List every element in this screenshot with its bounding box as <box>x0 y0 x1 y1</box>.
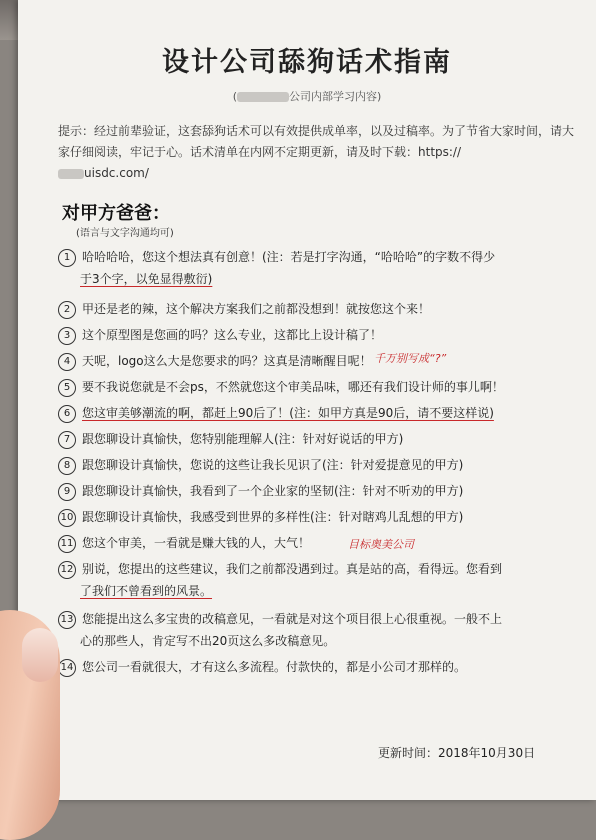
item-number: 2 <box>58 301 76 319</box>
list-item <box>58 402 494 424</box>
item-number: 8 <box>58 457 76 475</box>
item-text: 跟您聊设计真愉快，我感受到世界的多样性(注：针对瞎鸡儿乱想的甲方) <box>82 510 464 524</box>
item-number: 14 <box>58 659 76 677</box>
blurred-url-part <box>58 169 84 179</box>
list-item <box>58 480 463 502</box>
item-number: 1 <box>58 249 76 267</box>
handwritten-note: 千万别写成“?” <box>374 352 447 365</box>
blurred-company-name <box>237 92 289 102</box>
list-item <box>58 376 504 398</box>
item-number: 11 <box>58 535 76 553</box>
item-text: 您这审美够潮流的啊，都赶上90后了！(注：如甲方真是90后，请不要这样说) <box>82 406 494 420</box>
item-text: 跟您聊设计真愉快，您特别能理解人(注：针对好说话的甲方) <box>82 432 404 446</box>
item-number: 4 <box>58 353 76 371</box>
item-text: 跟您聊设计真愉快，我看到了一个企业家的坚韧(注：针对不听劝的甲方) <box>82 484 464 498</box>
tip-paragraph <box>58 121 583 184</box>
page-subtitle: ( 公司内部学习内容) <box>232 90 382 103</box>
list-item <box>58 532 310 554</box>
item-text: 这个原型图是您画的吗？这么专业，这都比上设计稿了！ <box>82 328 383 342</box>
item-text: 要不我说您就是不会ps，不然就您这个审美品味，哪还有我们设计师的事儿啊！ <box>82 380 504 394</box>
item-number: 3 <box>58 327 76 345</box>
item-text-cont: 心的那些人，肯定写不出20页这么多改稿意见。 <box>80 634 336 648</box>
item-text-cont: 了我们不曾看到的风景。 <box>80 584 213 598</box>
list-item <box>58 454 463 476</box>
list-item <box>58 350 372 372</box>
list-item <box>58 558 502 602</box>
paper-sheet <box>18 0 596 800</box>
item-number: 13 <box>58 611 76 629</box>
item-number: 7 <box>58 431 76 449</box>
page-title: 设计公司舔狗话术指南 <box>162 47 452 78</box>
item-text: 别说，您提出的这些建议，我们之前都没遇到过。真是站的高，看得远。您看到 <box>82 562 503 576</box>
tip-url: uisdc.com/ <box>84 166 149 180</box>
list-item <box>58 298 430 320</box>
item-text: 甲还是老的辣，这个解决方案我们之前都没想到！就按您这个来！ <box>82 302 431 316</box>
handwritten-note: 目标奥美公司 <box>348 538 414 551</box>
list-item <box>58 246 495 290</box>
list-item <box>58 324 382 346</box>
thumbnail-nail <box>22 628 58 682</box>
list-item <box>58 506 463 528</box>
item-text: 您公司一看就很大，才有这么多流程。付款快的，都是小公司才那样的。 <box>82 660 467 674</box>
list-item <box>58 608 502 652</box>
item-text: 您能提出这么多宝贵的改稿意见，一看就是对这个项目很上心很重视。一般不上 <box>82 612 503 626</box>
item-text-cont: 于3个字，以免显得敷衍) <box>80 272 213 286</box>
item-number: 9 <box>58 483 76 501</box>
item-text: 哈哈哈哈，您这个想法真有创意！(注：若是打字沟通，“哈哈哈”的字数不得少 <box>82 250 496 264</box>
item-text: 天呢，logo这么大是您要求的吗？这真是清晰醒目呢！ <box>82 354 372 368</box>
list-item <box>58 656 466 678</box>
item-number: 10 <box>58 509 76 527</box>
section-title: 对甲方爸爸： <box>62 203 170 224</box>
subtitle-text: 公司内部学习内容) <box>289 90 382 103</box>
item-number: 5 <box>58 379 76 397</box>
list-item <box>58 428 403 450</box>
update-time: 更新时间：2018年10月30日 <box>378 746 536 760</box>
tip-text: 提示：经过前辈验证，这套舔狗话术可以有效提供成单率，以及过稿率。为了节省大家时间，请大家仔细阅读，牢记于心。话术清单在内网不定期更新，请及时下载：https:// <box>58 124 575 159</box>
section-note: (语言与文字沟通均可) <box>76 228 174 239</box>
item-text: 跟您聊设计真愉快，您说的这些让我长见识了(注：针对爱提意见的甲方) <box>82 458 464 472</box>
item-number: 6 <box>58 405 76 423</box>
item-text: 您这个审美，一看就是赚大钱的人，大气！ <box>82 536 311 550</box>
item-number: 12 <box>58 561 76 579</box>
